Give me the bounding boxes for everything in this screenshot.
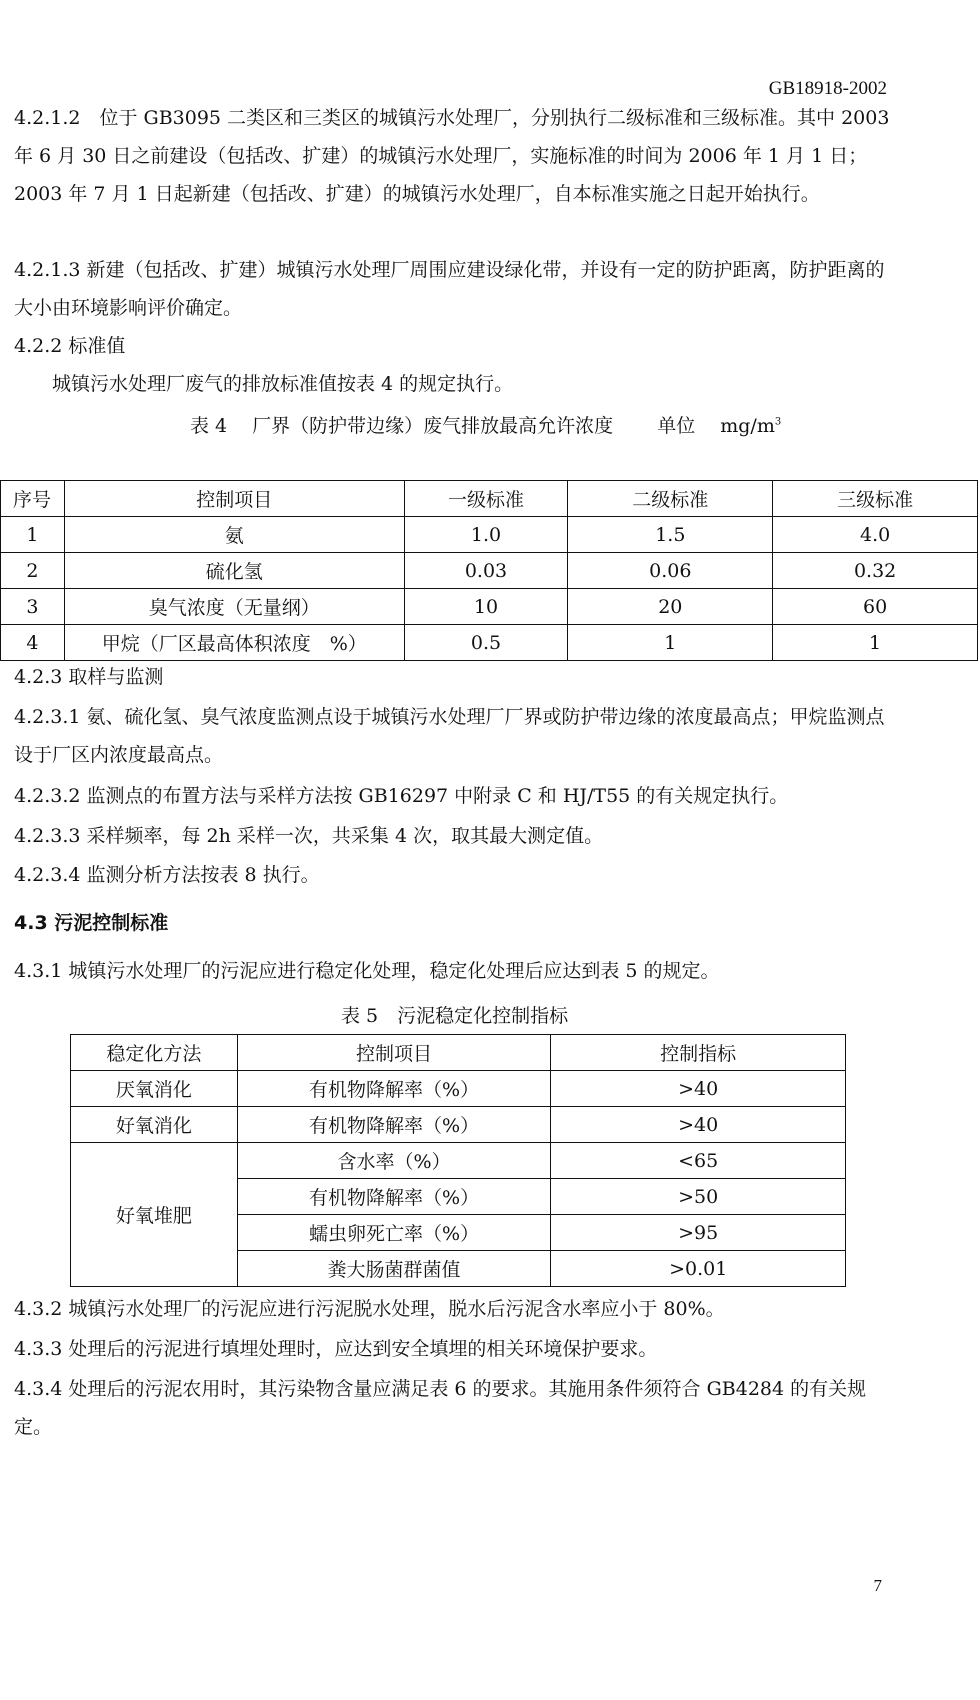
table-header-cell: 三级标准 — [773, 481, 978, 517]
table-header-cell: 控制项目 — [237, 1035, 551, 1071]
clause-4-3-1: 4.3.1 城镇污水处理厂的污泥应进行稳定化处理，稳定化处理后应达到表 5 的规定。 — [14, 960, 720, 982]
table-cell: 蠕虫卵死亡率（%） — [237, 1215, 551, 1251]
table-header-cell: 序号 — [1, 481, 65, 517]
table-row — [1, 625, 978, 661]
clause-4-2-3: 4.2.3 取样与监测 — [14, 666, 164, 688]
table-cell: 2 — [1, 553, 65, 589]
table-cell: 0.03 — [404, 553, 568, 589]
table-cell: 有机物降解率（%） — [237, 1107, 551, 1143]
table-cell: 硫化氢 — [64, 553, 404, 589]
table-row — [71, 1071, 846, 1107]
clause-4-2-3-3: 4.2.3.3 采样频率，每 2h 采样一次，共采集 4 次，取其最大测定值。 — [14, 825, 604, 847]
table-cell: 1 — [568, 625, 773, 661]
table-cell: 厌氧消化 — [71, 1071, 238, 1107]
table-cell: 粪大肠菌群菌值 — [237, 1251, 551, 1287]
table-cell: >50 — [551, 1179, 846, 1215]
table-cell: 0.32 — [773, 553, 978, 589]
table-header-cell: 控制项目 — [64, 481, 404, 517]
table-cell: >95 — [551, 1215, 846, 1251]
table-row — [71, 1143, 846, 1179]
table-cell: >40 — [551, 1107, 846, 1143]
clause-4-2-3-2: 4.2.3.2 监测点的布置方法与采样方法按 GB16297 中附录 C 和 HJ/T55 的有关规定执行。 — [14, 785, 789, 807]
table-row — [1, 553, 978, 589]
table-header-cell: 控制指标 — [551, 1035, 846, 1071]
table-cell: 10 — [404, 589, 568, 625]
table-header-cell: 二级标准 — [568, 481, 773, 517]
clause-4-3-2: 4.3.2 城镇污水处理厂的污泥应进行污泥脱水处理，脱水后污泥含水率应小于 80%。 — [14, 1298, 725, 1320]
table-cell: 1.5 — [568, 517, 773, 553]
table-cell-merged: 好氧堆肥 — [71, 1143, 238, 1287]
table-cell: 好氧消化 — [71, 1107, 238, 1143]
table-cell: 4.0 — [773, 517, 978, 553]
table-cell: 0.5 — [404, 625, 568, 661]
table-cell: <65 — [551, 1143, 846, 1179]
clause-4-2-3-1: 4.2.3.1 氨、硫化氢、臭气浓度监测点设于城镇污水处理厂厂界或防护带边缘的浓度最高点；甲烷监测点设于厂区内浓度最高点。 — [14, 706, 885, 766]
clause-4-2-2: 4.2.2 标准值 — [14, 335, 126, 357]
table-row — [71, 1107, 846, 1143]
table-cell: 4 — [1, 625, 65, 661]
section-heading-4-3: 4.3 污泥控制标准 — [14, 912, 169, 934]
table-cell: >40 — [551, 1071, 846, 1107]
table5-caption: 表 5 污泥稳定化控制指标 — [341, 1005, 569, 1027]
table-cell: 有机物降解率（%） — [237, 1071, 551, 1107]
clause-4-2-2-text: 城镇污水处理厂废气的排放标准值按表 4 的规定执行。 — [52, 373, 514, 395]
table-cell: >0.01 — [551, 1251, 846, 1287]
table-cell: 有机物降解率（%） — [237, 1179, 551, 1215]
table-cell: 1 — [1, 517, 65, 553]
table5 — [70, 1034, 846, 1287]
standard-code: GB18918-2002 — [768, 78, 887, 99]
table-cell: 20 — [568, 589, 773, 625]
clause-4-2-1-3: 4.2.1.3 新建（包括改、扩建）城镇污水处理厂周围应建设绿化带，并设有一定的防护距离，防护距离的大小由环境影响评价确定。 — [14, 259, 885, 319]
table-cell: 含水率（%） — [237, 1143, 551, 1179]
table-header-cell: 一级标准 — [404, 481, 568, 517]
table-cell: 0.06 — [568, 553, 773, 589]
table-cell: 1 — [773, 625, 978, 661]
page-number: 7 — [873, 1576, 882, 1595]
table-cell: 臭气浓度（无量纲） — [64, 589, 404, 625]
clause-4-2-1-2: 4.2.1.2 位于 GB3095 二类区和三类区的城镇污水处理厂，分别执行二级标准和三级标准。其中 2003 年 6 月 30 日之前建设（包括改、扩建）的城镇污水处理厂，实施标准的时间为 2006 年 1 月 1 日；2003 年 7 月 1 日起新建（包括改、扩建）的城镇污水处理厂，自本标准实施之日起开始执行。 — [14, 107, 890, 205]
table-cell: 氨 — [64, 517, 404, 553]
table-header-row — [71, 1035, 846, 1071]
table-cell: 60 — [773, 589, 978, 625]
table-cell: 1.0 — [404, 517, 568, 553]
table4 — [0, 480, 978, 661]
table-cell: 3 — [1, 589, 65, 625]
table4-caption: 表 4 厂界（防护带边缘）废气排放最高允许浓度 单位 $mg/m^3$ — [190, 415, 782, 437]
table-row — [1, 517, 978, 553]
clause-4-3-3: 4.3.3 处理后的污泥进行填埋处理时，应达到安全填埋的相关环境保护要求。 — [14, 1338, 658, 1360]
clause-4-2-3-4: 4.2.3.4 监测分析方法按表 8 执行。 — [14, 864, 320, 886]
table-row — [1, 589, 978, 625]
clause-4-3-4: 4.3.4 处理后的污泥农用时，其污染物含量应满足表 6 的要求。其施用条件须符合 GB4284 的有关规定。 — [14, 1378, 867, 1438]
table-cell: 甲烷（厂区最高体积浓度 %） — [64, 625, 404, 661]
table-header-cell: 稳定化方法 — [71, 1035, 238, 1071]
table-header-row — [1, 481, 978, 517]
